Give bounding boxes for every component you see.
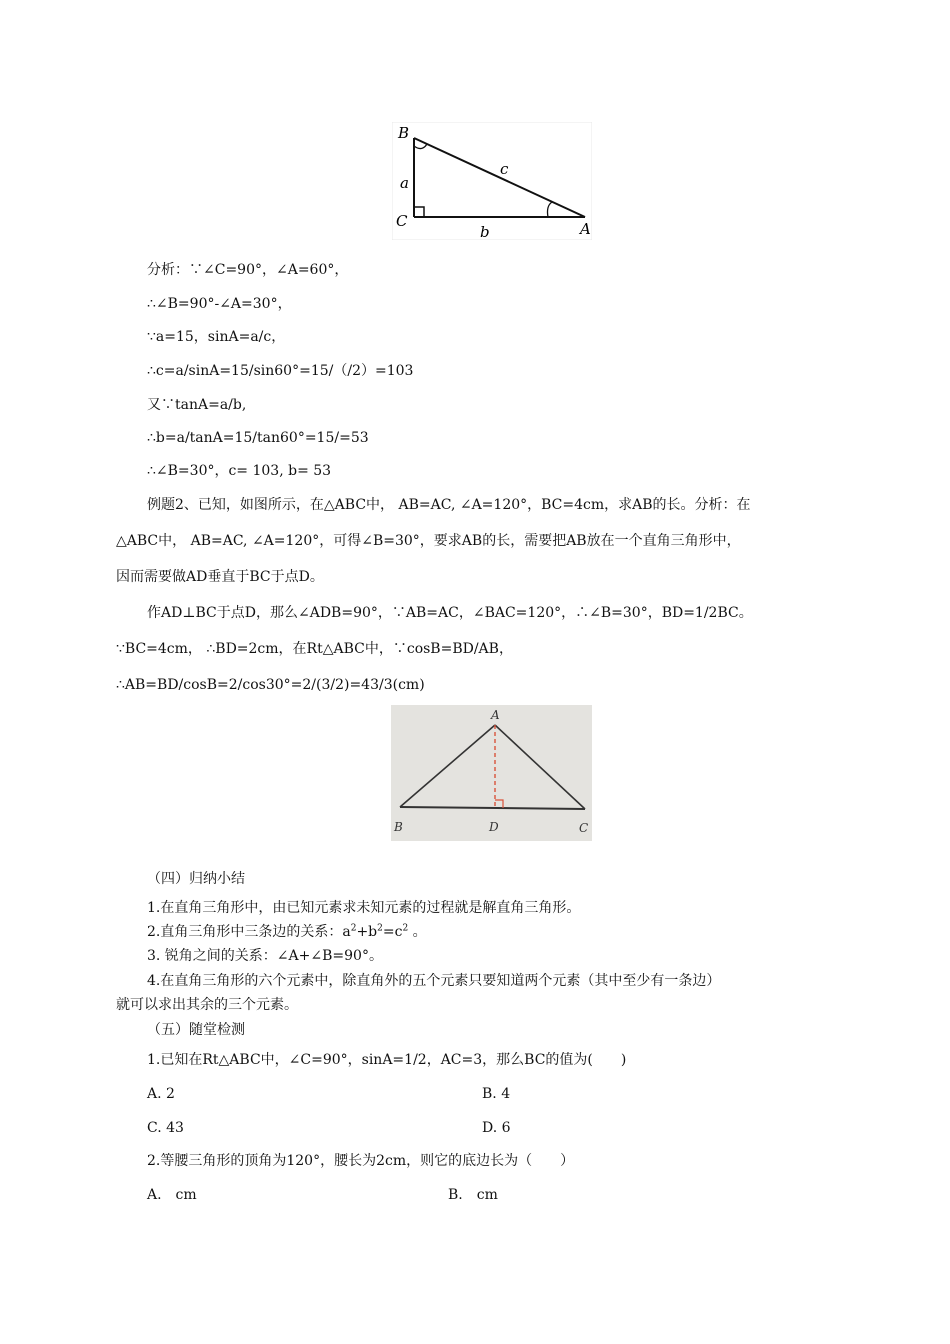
quiz-question-1: 1.已知在Rt△ABC中，∠C=90°，sinA=1/2，AC=3，那么BC的值为( ) (147, 1052, 627, 1068)
summary-heading: （四）归纳小结 (147, 871, 245, 887)
example2-line-1: 例题2、已知，如图所示，在△ABC中， AB=AC, ∠A=120°，BC=4cm，求AB的长。分析：在 (147, 497, 751, 513)
quiz-q1-option-a: A. 2 (147, 1086, 175, 1102)
label-D: D (489, 820, 499, 834)
example2-line-5: ∵BC=4cm， ∴BD=2cm，在Rt△ABC中，∵cosB=BD/AB， (116, 641, 513, 657)
label-a: a (400, 174, 409, 192)
isosceles-triangle-figure (391, 705, 592, 841)
label-B: B (394, 820, 403, 834)
quiz-q1-option-c: C. 43 (147, 1120, 184, 1136)
example2-line-4: 作AD⊥BC于点D，那么∠ADB=90°，∵AB=AC，∠BAC=120°，∴∠B=30°，BD=1/2BC。 (147, 605, 753, 621)
quiz-q1-option-b: B. 4 (482, 1086, 511, 1102)
example2-line-3: 因而需要做AD垂直于BC于点D。 (116, 569, 324, 585)
right-triangle-figure (392, 122, 592, 240)
example2-line-2: △ABC中， AB=AC, ∠A=120°，可得∠B=30°，要求AB的长，需要把AB放在一个直角三角形中， (116, 533, 741, 549)
label-A: A (580, 220, 591, 238)
label-A: A (491, 708, 500, 722)
label-C: C (579, 821, 589, 835)
quiz-q2-option-b: B. cm (448, 1187, 498, 1203)
analysis-line-2: ∴∠B=90°-∠A=30°， (147, 296, 292, 312)
quiz-heading: （五）随堂检测 (147, 1022, 245, 1038)
label-b: b (480, 223, 490, 240)
analysis-line-4: ∴c=a/sinA=15/sin60°=15/（/2）=103 (147, 363, 414, 379)
quiz-q1-option-d: D. 6 (482, 1120, 511, 1136)
analysis-line-1: 分析：∵∠C=90°，∠A=60°， (147, 262, 349, 278)
label-B: B (398, 124, 410, 142)
summary-item-1: 1.在直角三角形中，由已知元素求未知元素的过程就是解直角三角形。 (147, 900, 581, 916)
label-c: c (500, 160, 509, 178)
quiz-q2-option-a: A. cm (147, 1187, 197, 1203)
analysis-line-6: ∴b=a/tanA=15/tan60°=15/=53 (147, 430, 369, 446)
analysis-line-3: ∵a=15，sinA=a/c， (147, 329, 286, 345)
summary-item-2: 2.直角三角形中三条边的关系：$a^2+b^2=c^2$ 。 (147, 923, 427, 940)
example2-line-6: ∴AB=BD/cosB=2/cos30°=2/(3/2)=43/3(cm) (116, 677, 425, 693)
summary-item-3: 3. 锐角之间的关系：∠A+∠B=90°。 (147, 948, 383, 964)
label-C: C (396, 212, 408, 230)
summary-item-4-line-2: 就可以求出其余的三个元素。 (116, 997, 298, 1013)
analysis-line-7: ∴∠B=30°，c= 103, b= 53 (147, 463, 332, 479)
quiz-question-2: 2.等腰三角形的顶角为120°，腰长为2cm，则它的底边长为（ ） (147, 1153, 575, 1169)
summary-item-4-line-1: 4.在直角三角形的六个元素中，除直角外的五个元素只要知道两个元素（其中至少有一条边） (147, 973, 721, 989)
analysis-line-5: 又∵tanA=a/b, (147, 397, 247, 413)
